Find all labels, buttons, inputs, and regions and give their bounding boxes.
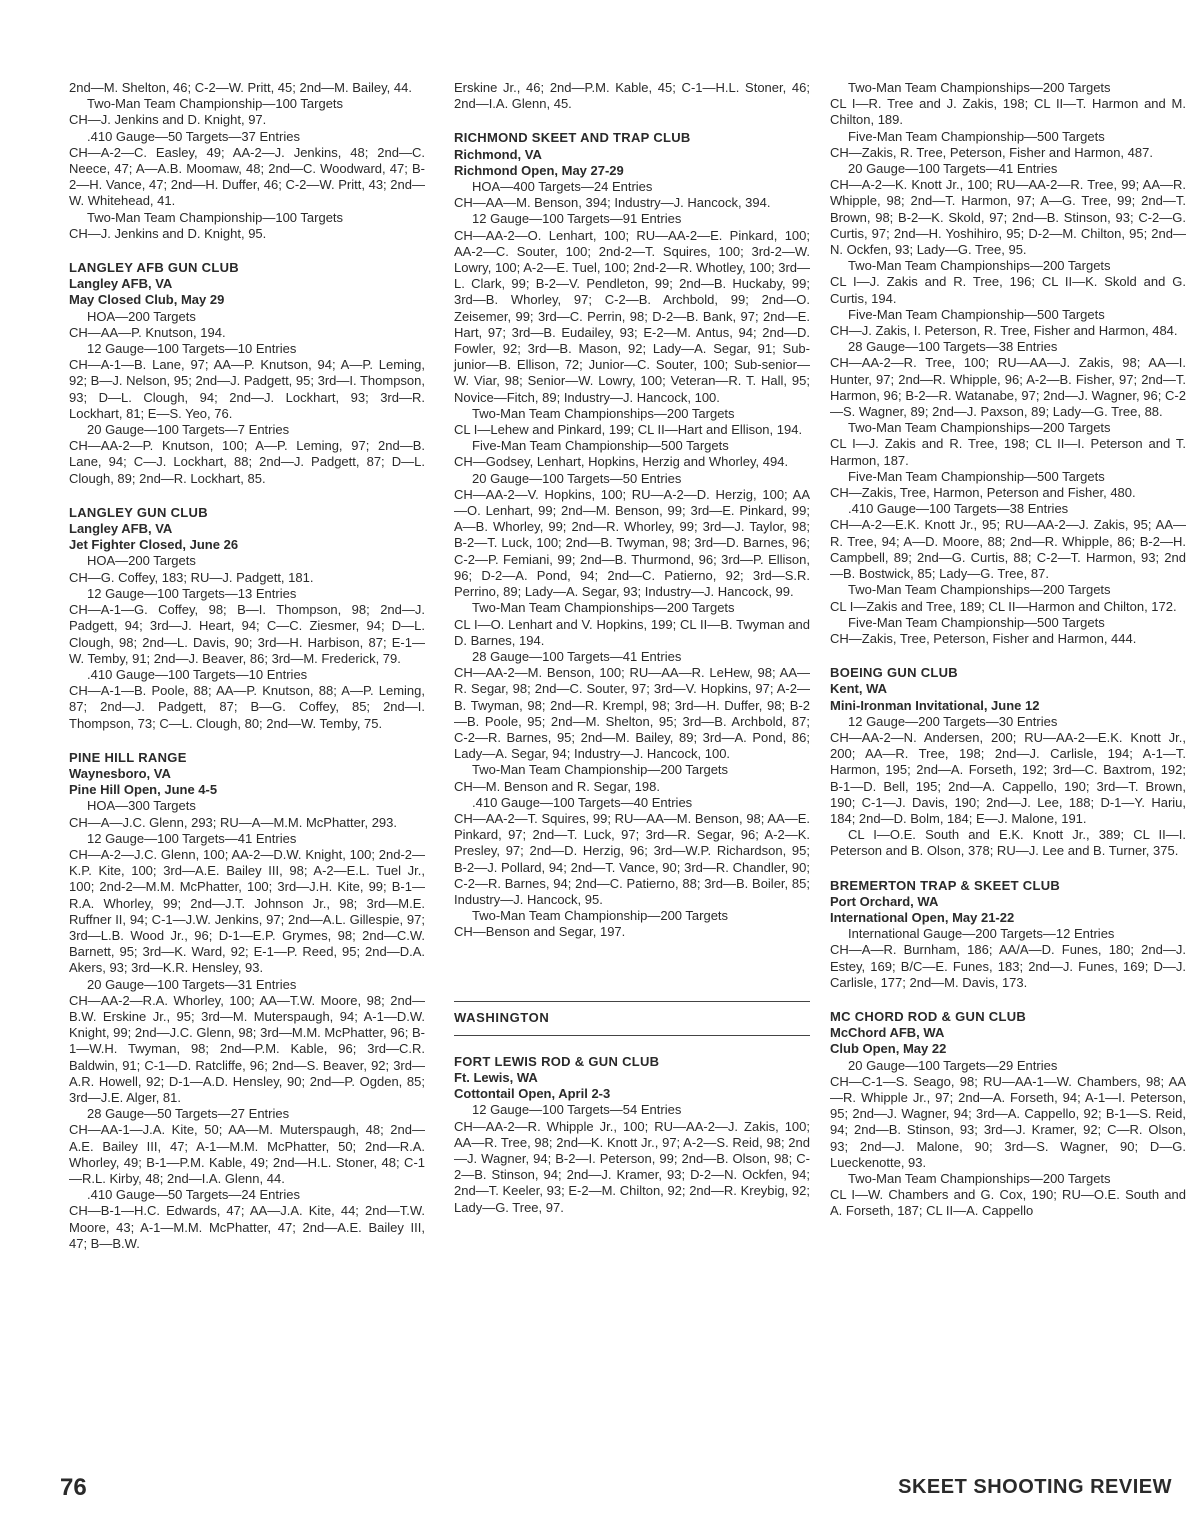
club-location: McChord AFB, WA — [830, 1025, 945, 1041]
event-title: Mini-Ironman Invitational, June 12 — [830, 697, 1040, 713]
event-heading: Two-Man Team Championship—200 Targets — [472, 908, 729, 924]
event-heading: 20 Gauge—100 Targets—41 Entries — [848, 161, 1058, 177]
result-line: CH—A—R. Burnham, 186; AA/A—D. Funes, 180; 2nd—J. Estey, 169; B/C—E. Funes, 183; 2nd—J. Funes, 169; D—J. Carlisle, 177; 2nd—M. Davis, 173. — [830, 942, 1186, 990]
event-heading: HOA—200 Targets — [87, 308, 196, 324]
result-line: CH—A-2—K. Knott Jr., 100; RU—AA-2—R. Tree, 99; AA—R. Whipple, 98; 2nd—T. Harmon, 97; A—G. Tree, 99; 2nd—T. Brown, 98; B-2—K. Skold, 97; 2nd—B. Stinson, 93; C-2—G. Curtis, 97; 2nd—H. Yoshihiro, 95; D-2—M. Chilton, 95; 2nd—N. Ockfen, 93; Lady—G. Tree, 95. — [830, 177, 1186, 258]
result-line: CH—B-1—H.C. Edwards, 47; AA—J.A. Kite, 44; 2nd—T.W. Moore, 43; A-1—M.M. McPhatter, 47; 2nd—A.E. Bailey III, 47; B—B.W. — [69, 1203, 425, 1251]
event-heading: Two-Man Team Championship—200 Targets — [472, 762, 729, 778]
result-line: CH—AA—M. Benson, 394; Industry—J. Hancock, 394. — [454, 195, 771, 211]
result-line: CL I—Zakis and Tree, 189; CL II—Harmon and Chilton, 172. — [830, 598, 1177, 614]
event-heading: .410 Gauge—100 Targets—38 Entries — [848, 501, 1069, 517]
event-heading: 20 Gauge—100 Targets—31 Entries — [87, 976, 297, 992]
result-line: CH—AA-2—R. Tree, 100; RU—AA—J. Zakis, 98; AA—I. Hunter, 97; 2nd—R. Whipple, 96; A-2—B. Fisher, 97; 2nd—T. Harmon, 96; B-2—R. Watanabe, 97; 2nd—J. Wagner, 96; C-2—S. Wagner, 89; 2nd—J. Paxson, 89; Lady—G. Tree, 88. — [830, 355, 1186, 420]
state-section: WASHINGTON — [454, 1001, 810, 1036]
event-heading: Five-Man Team Championship—500 Targets — [848, 306, 1105, 322]
event-heading: .410 Gauge—50 Targets—37 Entries — [87, 128, 300, 144]
result-line: CH—J. Jenkins and D. Knight, 95. — [69, 225, 267, 241]
result-line: CH—M. Benson and R. Segar, 198. — [454, 778, 660, 794]
event-heading: .410 Gauge—50 Targets—24 Entries — [87, 1187, 300, 1203]
event-heading: Two-Man Team Championships—200 Targets — [848, 258, 1111, 274]
event-title: Richmond Open, May 27-29 — [454, 162, 624, 178]
event-heading: HOA—300 Targets — [87, 798, 196, 814]
club-name: RICHMOND SKEET AND TRAP CLUB — [454, 130, 691, 146]
result-line: CH—A-2—E.K. Knott Jr., 95; RU—AA-2—J. Zakis, 95; AA—R. Tree, 94; A—D. Moore, 88; 2nd—R. Whipple, 86; B-2—H. Campbell, 89; 2nd—G. Curtis, 88; C-2—T. Harmon, 93; 2nd—B. Bostwick, 85; Lady—G. Tree, 87. — [830, 517, 1186, 582]
result-line: CH—A-2—J.C. Glenn, 100; AA-2—D.W. Knight, 100; 2nd-2—K.P. Kite, 100; 3rd—A.E. Bailey III, 98; A-2—E.L. Tuel Jr., 100; 2nd-2—M.M. McPhatter, 100; 3rd—J.H. Kite, 99; B-1—R.A. Whorley, 99; 2nd—J.T. Johnson Jr., 98; 3rd—M.E. Ruffner II, 94; C-1—J.W. Jenkins, 97; 2nd—A.L. Gillespie, 97; 3rd—L.B. Wood Jr., 96; D-1—E.P. Grymes, 98; 2nd—C.W. Barnett, 95; 3rd—K. Ward, 92; E-1—P. Reed, 95; 2nd—D.A. Akers, 93; 3rd—K.R. Hensley, 93. — [69, 846, 425, 976]
event-title: Jet Fighter Closed, June 26 — [69, 537, 239, 553]
result-line: CH—AA-2—R.A. Whorley, 100; AA—T.W. Moore, 98; 2nd—B.W. Erskine Jr., 95; 3rd—M. Muterspaugh, 94; A-1—D.W. Knight, 99; 2nd—J.C. Glenn, 98; 3rd—M.M. McPhatter, 96; B-1—W.H. Twyman, 98; 2nd—P.M. Kable, 96; 3rd—C.R. Baldwin, 91; C-1—D. Ratcliffe, 96; 2nd—S. Beaver, 92; 3rd—A.R. Howell, 92; D-1—A.D. Hensley, 90; 2nd—P. Ogden, 85; 3rd—J.E. Alger, 81. — [69, 992, 425, 1105]
result-line: 2nd—M. Shelton, 46; C-2—W. Pritt, 45; 2nd—M. Bailey, 44. — [69, 80, 412, 95]
result-line: CH—AA-2—V. Hopkins, 100; RU—A-2—D. Herzig, 100; AA—O. Lenhart, 99; 2nd—M. Benson, 99; 3rd—E. Pinkard, 99; A—B. Whorley, 99; 2nd—R. Whorley, 99; 3rd—J. Taylor, 98; B-2—T. Luck, 100; 2nd—B. Twyman, 98; 3rd—D. Barnes, 96; C-2—P. Femiani, 99; 2nd—B. Thurmond, 96; 3rd—P. Ellison, 96; D-2—A. Pond, 94; 2nd—C. Patierno, 92; 3rd—S.R. Perrino, 89; Lady—A. Segar, 93; Industry—J. Hancock, 99. — [454, 486, 810, 600]
event-heading: Two-Man Team Championships—200 Targets — [472, 600, 735, 616]
result-line: CH—A-1—B. Poole, 88; AA—P. Knutson, 88; A—P. Leming, 87; 2nd—J. Padgett, 87; B—G. Coffey, 85; 2nd—I. Thompson, 73; C—L. Clough, 80; 2nd—W. Temby, 75. — [69, 683, 425, 731]
result-line: Erskine Jr., 46; 2nd—P.M. Kable, 45; C-1—H.L. Stoner, 46; 2nd—I.A. Glenn, 45. — [454, 80, 810, 112]
result-line: CH—AA-2—T. Squires, 99; RU—AA—M. Benson, 98; AA—E. Pinkard, 97; 2nd—T. Luck, 97; 3rd—R. Segar, 96; A-2—K. Presley, 97; 2nd—D. Herzig, 96; 3rd—W.P. Richardson, 95; B-2—J. Pollard, 94; 2nd—T. Vance, 90; 3rd—R. Chandler, 90; C-2—R. Barnes, 94; 2nd—C. Patierno, 88; 3rd—B. Boiler, 85; Industry—J. Hancock, 95. — [454, 810, 810, 907]
event-heading: HOA—400 Targets—24 Entries — [472, 179, 653, 195]
column-2 — [454, 80, 810, 1216]
event-heading: .410 Gauge—100 Targets—10 Entries — [87, 666, 308, 682]
result-line: CH—J. Zakis, I. Peterson, R. Tree, Fisher and Harmon, 484. — [830, 323, 1178, 339]
result-line: CL I—J. Zakis and R. Tree, 198; CL II—I. Peterson and T. Harmon, 187. — [830, 436, 1186, 468]
event-heading: Two-Man Team Championships—200 Targets — [848, 80, 1111, 95]
publication-title: SKEET SHOOTING REVIEW — [898, 1476, 1172, 1498]
result-line: CH—AA-2—N. Andersen, 200; RU—AA-2—E.K. Knott Jr., 200; AA—R. Tree, 198; 2nd—J. Carlisle, 194; A-1—T. Harmon, 195; 2nd—A. Forseth, 192; 3rd—C. Baxtrom, 192; B-1—D. Bell, 195; 2nd—A. Cappello, 190; 3rd—T. Brown, 190; C-1—J. Davis, 190; 2nd—J. Lee, 188; D-1—Y. Hariu, 184; 2nd—D. Bolm, 184; E—J. Malone, 191. — [830, 729, 1186, 826]
result-line: CH—Benson and Segar, 197. — [454, 924, 626, 940]
result-line: CH—AA-2—R. Whipple Jr., 100; RU—AA-2—J. Zakis, 100; AA—R. Tree, 98; 2nd—K. Knott Jr., 97; A-2—S. Reid, 98; 2nd—J. Wagner, 94; B-2—I. Peterson, 99; 2nd—B. Olson, 98; C-2—B. Stinson, 94; 2nd—J. Kramer, 93; D-2—N. Ockfen, 94; 2nd—T. Keeler, 93; E-2—M. Chilton, 92; 2nd—R. Kreybig, 92; Lady—G. Tree, 97. — [454, 1118, 810, 1215]
event-heading: 28 Gauge—100 Targets—38 Entries — [848, 339, 1058, 355]
result-line: CH—Zakis, Tree, Peterson, Fisher and Harmon, 444. — [830, 630, 1137, 646]
event-heading: 12 Gauge—100 Targets—10 Entries — [87, 341, 297, 357]
column-3 — [830, 80, 1186, 1220]
club-name: LANGLEY GUN CLUB — [69, 504, 208, 520]
event-heading: 12 Gauge—100 Targets—91 Entries — [472, 211, 682, 227]
event-heading: 12 Gauge—100 Targets—41 Entries — [87, 830, 297, 846]
club-name: FORT LEWIS ROD & GUN CLUB — [454, 1053, 660, 1069]
event-heading: 12 Gauge—200 Targets—30 Entries — [848, 713, 1058, 729]
result-line: CH—G. Coffey, 183; RU—J. Padgett, 181. — [69, 569, 314, 585]
event-title: Cottontail Open, April 2-3 — [454, 1086, 611, 1102]
club-name: BREMERTON TRAP & SKEET CLUB — [830, 877, 1061, 893]
event-heading: Five-Man Team Championship—500 Targets — [848, 614, 1105, 630]
club-location: Langley AFB, VA — [69, 521, 173, 537]
result-line: CH—J. Jenkins and D. Knight, 97. — [69, 112, 267, 128]
club-location: Richmond, VA — [454, 146, 542, 162]
event-heading: 20 Gauge—100 Targets—50 Entries — [472, 470, 682, 486]
event-heading: Two-Man Team Championships—200 Targets — [848, 420, 1111, 436]
event-heading: HOA—200 Targets — [87, 553, 196, 569]
result-line: CH—A-1—B. Lane, 97; AA—P. Knutson, 94; A—P. Leming, 92; B—J. Nelson, 95; 2nd—J. Padgett, 95; 3rd—I. Thompson, 93; D—L. Clough, 94; 2nd—J. Lockhart, 93; 3rd—R. Lockhart, 81; E—S. Yeo, 76. — [69, 357, 426, 421]
result-line: CL I—Lehew and Pinkard, 199; CL II—Hart and Ellison, 194. — [454, 422, 803, 438]
result-line: CH—Zakis, Tree, Harmon, Peterson and Fisher, 480. — [830, 485, 1136, 501]
event-heading: 20 Gauge—100 Targets—29 Entries — [848, 1057, 1058, 1073]
club-name: MC CHORD ROD & GUN CLUB — [830, 1008, 1027, 1024]
club-location: Waynesboro, VA — [69, 765, 171, 781]
result-line: CH—Godsey, Lenhart, Hopkins, Herzig and Whorley, 494. — [454, 454, 789, 470]
result-line: CH—A—J.C. Glenn, 293; RU—A—M.M. McPhatter, 293. — [69, 814, 397, 830]
event-title: Pine Hill Open, June 4-5 — [69, 782, 218, 798]
result-line: CH—AA-2—O. Lenhart, 100; RU—AA-2—E. Pinkard, 100; AA-2—C. Souter, 100; 2nd-2—T. Squires, 100; 3rd-2—W. Lowry, 100; A-2—E. Tuel, 100; 2nd-2—R. Whotley, 100; 3rd—L. Clark, 99; B-2—V. Pendleton, 99; 2nd—B. Huckaby, 99; 3rd—B. Whorley, 97; C-2—B. Archbold, 99; 2nd—O. Zeisemer, 99; 3rd—C. Perrin, 98; D-2—B. Bank, 97; 2nd—E. Hart, 97; 3rd—B. Eudailey, 93; E-2—M. Antus, 94; 2nd—D. Fowler, 92; 3rd—B. Mason, 92; Lady—A. Segar, 91; Sub-junior—B. Ellison, 72; Junior—C. Souter, 100; Sub-senior—W. Viar, 98; Senior—W. Lowry, 100; Veteran—R. T. Hall, 95; Novice—Fitch, 89; Industry—J. Hancock, 100. — [454, 227, 810, 405]
event-heading: 12 Gauge—100 Targets—13 Entries — [87, 585, 297, 601]
event-heading: Two-Man Team Championship—100 Targets — [87, 96, 344, 112]
club-name: LANGLEY AFB GUN CLUB — [69, 260, 239, 276]
club-location: Port Orchard, WA — [830, 893, 939, 909]
page-number: 76 — [60, 1474, 87, 1501]
event-title: Club Open, May 22 — [830, 1041, 947, 1057]
event-heading: 28 Gauge—50 Targets—27 Entries — [87, 1106, 290, 1122]
event-heading: 28 Gauge—100 Targets—41 Entries — [472, 648, 682, 664]
event-heading: Two-Man Team Championships—200 Targets — [848, 1171, 1111, 1186]
result-line: CL I—W. Chambers and G. Cox, 190; RU—O.E. South and A. Forseth, 187; CL II—A. Cappello — [830, 1187, 1186, 1219]
result-line: CH—A-1—G. Coffey, 98; B—I. Thompson, 98; 2nd—J. Padgett, 94; 3rd—J. Heart, 94; C—C. Ziesmer, 94; D—L. Clough, 98; 2nd—L. Davis, 90; 3rd—H. Harbison, 87; E-1—W. Temby, 91; 2nd—J. Beaver, 86; 3rd—M. Frederick, 79. — [69, 602, 425, 666]
event-heading: Five-Man Team Championship—500 Targets — [848, 128, 1105, 144]
result-line: CH—AA—P. Knutson, 194. — [69, 324, 226, 340]
event-heading: 12 Gauge—100 Targets—54 Entries — [472, 1102, 682, 1118]
club-location: Ft. Lewis, WA — [454, 1069, 538, 1085]
event-heading: Five-Man Team Championship—500 Targets — [848, 468, 1105, 484]
result-line: CH—AA-2—P. Knutson, 100; A—P. Leming, 97; 2nd—B. Lane, 94; C—J. Lockhart, 88; 2nd—J. Padgett, 87; D—L. Clough, 89; 2nd—R. Lockhart, 85. — [69, 438, 425, 486]
event-title: May Closed Club, May 29 — [69, 292, 225, 308]
event-heading: Two-Man Team Championship—100 Targets — [87, 209, 344, 225]
event-heading: 20 Gauge—100 Targets—7 Entries — [87, 422, 290, 438]
club-location: Langley AFB, VA — [69, 276, 173, 292]
result-line: CL I—R. Tree and J. Zakis, 198; CL II—T. Harmon and M. Chilton, 189. — [830, 96, 1186, 128]
club-name: PINE HILL RANGE — [69, 749, 187, 765]
event-heading: Five-Man Team Championship—500 Targets — [472, 438, 729, 454]
column-1 — [69, 80, 425, 1252]
result-line: CH—Zakis, R. Tree, Peterson, Fisher and Harmon, 487. — [830, 144, 1153, 160]
result-line: CL I—O. Lenhart and V. Hopkins, 199; CL II—B. Twyman and D. Barnes, 194. — [454, 616, 810, 648]
club-location: Kent, WA — [830, 681, 888, 697]
result-line: CH—AA-1—J.A. Kite, 50; AA—M. Muterspaugh, 48; 2nd—A.E. Bailey III, 47; A-1—M.M. McPhatter, 50; 2nd—R.A. Whorley, 49; B-1—P.M. Kable, 49; 2nd—H.L. Stoner, 48; C-1—R.L. Kirby, 48; 2nd—I.A. Glenn, 44. — [69, 1122, 425, 1186]
result-line: CH—AA-2—M. Benson, 100; RU—AA—R. LeHew, 98; AA—R. Segar, 98; 2nd—C. Souter, 97; 3rd—V. Hopkins, 97; A-2—B. Twyman, 98; 2nd—R. Krempl, 98; 3rd—H. Duffer, 98; B-2—B. Poole, 95; 2nd—M. Shelton, 95; 3rd—B. Archbold, 87; C-2—R. Barnes, 95; 2nd—M. Bailey, 89; 3rd—A. Pond, 86; Lady—A. Segar, 94; Industry—J. Hancock, 100. — [454, 665, 810, 762]
result-line: CL I—J. Zakis and R. Tree, 196; CL II—K. Skold and G. Curtis, 194. — [830, 274, 1186, 306]
event-heading: International Gauge—200 Targets—12 Entries — [848, 926, 1115, 942]
result-line: CH—C-1—S. Seago, 98; RU—AA-1—W. Chambers, 98; AA—R. Whipple Jr., 97; 2nd—A. Forseth, 94; A-1—I. Peterson, 95; 2nd—J. Wagner, 94; 3rd—A. Cappello, 92; B-1—S. Reid, 94; 2nd—B. Stinson, 93; 3rd—J. Kramer, 92; C—R. Olson, 93; 2nd—J. Malone, 90; 3rd—S. Wagner, 90; D—G. Lueckenotte, 93. — [830, 1073, 1186, 1170]
event-heading: Two-Man Team Championships—200 Targets — [472, 405, 735, 421]
event-heading: .410 Gauge—100 Targets—40 Entries — [472, 794, 693, 810]
club-name: BOEING GUN CLUB — [830, 665, 958, 681]
event-title: International Open, May 21-22 — [830, 909, 1015, 925]
event-heading: CL I—O.E. South and E.K. Knott Jr., 389; CL II—I. Peterson and B. Olson, 378; RU—J. Lee and B. Turner, 375. — [830, 827, 1186, 859]
event-heading: Two-Man Team Championships—200 Targets — [848, 582, 1111, 598]
result-line: CH—A-2—C. Easley, 49; AA-2—J. Jenkins, 48; 2nd—C. Neece, 47; A—A.B. Moomaw, 48; 2nd—C. Woodward, 47; B-2—H. Vance, 47; 2nd—H. Duffer, 46; C-2—W. Pritt, 43; 2nd—W. Whitehead, 41. — [69, 144, 425, 209]
